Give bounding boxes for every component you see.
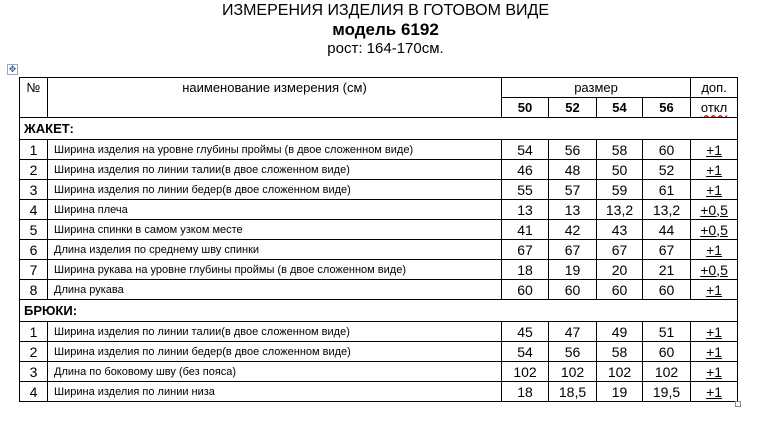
measurement-value: 49 (597, 322, 643, 342)
model-number: модель 6192 (332, 20, 439, 39)
measurement-value: 59 (597, 180, 643, 200)
tolerance-cell (691, 280, 738, 300)
row-number: 8 (20, 280, 48, 300)
tolerance-cell (691, 160, 738, 180)
measurement-value: 20 (597, 260, 643, 280)
table-row (20, 180, 738, 200)
table-row (20, 260, 738, 280)
tolerance-value: +1 (706, 323, 723, 340)
measurement-value: 48 (549, 160, 597, 180)
measurement-value: 102 (643, 362, 691, 382)
row-number: 2 (20, 342, 48, 362)
measurement-value: 102 (549, 362, 597, 382)
measurement-value: 60 (643, 342, 691, 362)
tolerance-cell (691, 382, 738, 402)
measurement-value: 55 (502, 180, 549, 200)
table-row (20, 280, 738, 300)
measurements-table-body (20, 78, 738, 402)
section-header-row (20, 118, 738, 140)
tolerance-value: +1 (706, 363, 723, 380)
measurement-value: 13,2 (643, 200, 691, 220)
tolerance-value: +1 (706, 161, 723, 178)
row-number: 3 (20, 180, 48, 200)
row-number: 1 (20, 140, 48, 160)
column-header-number: № (20, 78, 48, 118)
measurement-value: 54 (502, 342, 549, 362)
measurement-value: 67 (549, 240, 597, 260)
table-row (20, 342, 738, 362)
tolerance-value: +0,5 (700, 201, 728, 218)
size-header: 56 (643, 98, 691, 118)
row-number: 5 (20, 220, 48, 240)
tolerance-cell (691, 220, 738, 240)
measurement-value: 43 (597, 220, 643, 240)
measurement-value: 13 (502, 200, 549, 220)
row-number: 4 (20, 200, 48, 220)
measurement-name: Ширина изделия по линии талии(в двое сложенном виде) (48, 322, 502, 342)
measurement-value: 61 (643, 180, 691, 200)
measurement-name: Ширина изделия по линии низа (48, 382, 502, 402)
measurement-name: Ширина изделия по линии бедер(в двое сложенном виде) (48, 180, 502, 200)
measurement-value: 21 (643, 260, 691, 280)
table-resize-handle[interactable] (735, 401, 741, 407)
measurement-name: Длина рукава (48, 280, 502, 300)
size-header: 52 (549, 98, 597, 118)
tolerance-cell (691, 362, 738, 382)
measurement-value: 45 (502, 322, 549, 342)
table-row (20, 160, 738, 180)
measurement-value: 18 (502, 382, 549, 402)
table-row (20, 220, 738, 240)
measurement-name: Длина по боковому шву (без пояса) (48, 362, 502, 382)
tolerance-value: +1 (706, 383, 723, 400)
measurement-value: 52 (643, 160, 691, 180)
tolerance-cell (691, 260, 738, 280)
table-row (20, 322, 738, 342)
measurement-name: Ширина спинки в самом узком месте (48, 220, 502, 240)
tolerance-cell (691, 322, 738, 342)
measurement-name: Ширина плеча (48, 200, 502, 220)
measurement-value: 60 (643, 280, 691, 300)
measurement-value: 58 (597, 140, 643, 160)
column-header-size: размер (502, 78, 691, 98)
tolerance-value: +1 (706, 281, 723, 298)
measurement-value: 102 (597, 362, 643, 382)
measurement-value: 60 (502, 280, 549, 300)
table-row (20, 362, 738, 382)
measurement-name: Ширина изделия на уровне глубины проймы (в двое сложенном виде) (48, 140, 502, 160)
column-header-tolerance-2 (691, 98, 738, 118)
tolerance-value: +1 (706, 181, 723, 198)
measurement-value: 19 (597, 382, 643, 402)
section-header-row (20, 300, 738, 322)
measurement-value: 60 (597, 280, 643, 300)
row-number: 4 (20, 382, 48, 402)
tolerance-cell (691, 240, 738, 260)
measurement-value: 18 (502, 260, 549, 280)
measurement-value: 13 (549, 200, 597, 220)
table-move-handle-icon[interactable]: ✥ (8, 64, 17, 74)
table-row (20, 200, 738, 220)
measurement-value: 67 (502, 240, 549, 260)
table-header-row (20, 78, 738, 98)
tolerance-label: откл (700, 100, 728, 115)
column-header-tolerance: доп. (691, 78, 738, 98)
measurement-value: 56 (549, 140, 597, 160)
table-row (20, 140, 738, 160)
measurement-value: 60 (643, 140, 691, 160)
row-number: 6 (20, 240, 48, 260)
size-header: 50 (502, 98, 549, 118)
tolerance-cell (691, 180, 738, 200)
tolerance-value: +0,5 (700, 261, 728, 278)
table-row (20, 382, 738, 402)
tolerance-cell (691, 200, 738, 220)
measurement-name: Ширина рукава на уровне глубины проймы (в двое сложенном виде) (48, 260, 502, 280)
section-title: ЖАКЕТ: (20, 118, 738, 140)
measurement-value: 50 (597, 160, 643, 180)
tolerance-cell (691, 342, 738, 362)
tolerance-value: +0,5 (700, 221, 728, 238)
measurement-value: 58 (597, 342, 643, 362)
row-number: 3 (20, 362, 48, 382)
measurement-value: 19 (549, 260, 597, 280)
measurement-value: 13,2 (597, 200, 643, 220)
table-row (20, 240, 738, 260)
measurement-value: 51 (643, 322, 691, 342)
row-number: 7 (20, 260, 48, 280)
document-title: ИЗМЕРЕНИЯ ИЗДЕЛИЯ В ГОТОВОМ ВИДЕ (221, 2, 550, 19)
measurement-name: Ширина изделия по линии бедер(в двое сложенном виде) (48, 342, 502, 362)
tolerance-value: +1 (706, 241, 723, 258)
measurement-value: 102 (502, 362, 549, 382)
measurement-value: 46 (502, 160, 549, 180)
row-number: 2 (20, 160, 48, 180)
tolerance-cell (691, 140, 738, 160)
measurement-value: 54 (502, 140, 549, 160)
height-range: рост: 164-170см. (327, 40, 444, 57)
measurement-value: 67 (597, 240, 643, 260)
measurement-value: 47 (549, 322, 597, 342)
measurement-value: 44 (643, 220, 691, 240)
measurement-name: Ширина изделия по линии талии(в двое сложенном виде) (48, 160, 502, 180)
tolerance-value: +1 (706, 343, 723, 360)
measurement-value: 56 (549, 342, 597, 362)
column-header-name: наименование измерения (см) (48, 78, 502, 118)
measurements-table (19, 77, 738, 402)
tolerance-value: +1 (706, 141, 723, 158)
size-header: 54 (597, 98, 643, 118)
measurement-value: 18,5 (549, 382, 597, 402)
section-title: БРЮКИ: (20, 300, 738, 322)
measurement-value: 19,5 (643, 382, 691, 402)
row-number: 1 (20, 322, 48, 342)
measurement-name: Длина изделия по среднему шву спинки (48, 240, 502, 260)
measurement-value: 41 (502, 220, 549, 240)
measurement-value: 57 (549, 180, 597, 200)
measurement-value: 42 (549, 220, 597, 240)
measurement-value: 60 (549, 280, 597, 300)
measurement-value: 67 (643, 240, 691, 260)
